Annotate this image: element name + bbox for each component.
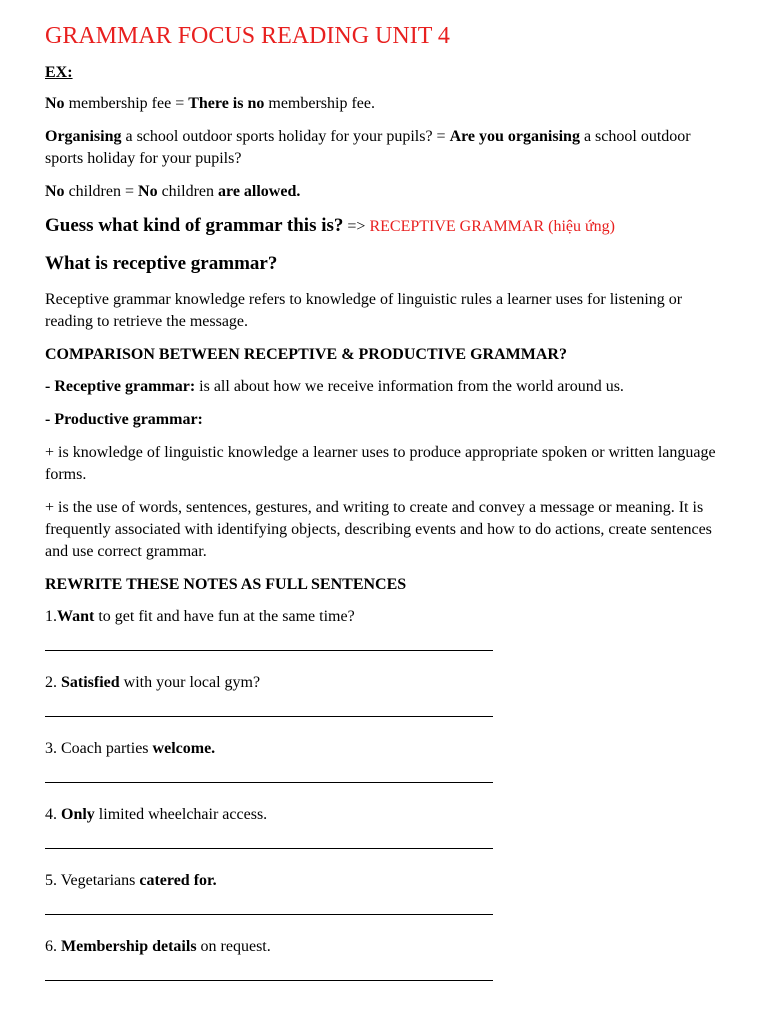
- receptive-point: - Receptive grammar: is all about how we receive information from the world around us.: [45, 378, 624, 395]
- receptive-definition: Receptive grammar knowledge refers to knowledge of linguistic rules a learner uses for listening or reading to retrieve the message.: [45, 291, 683, 330]
- ex-label: EX:: [45, 64, 73, 81]
- exercise-6: 6. Membership details on request.: [45, 938, 271, 955]
- productive-label: - Productive grammar:: [45, 411, 203, 428]
- exercise-5: 5. Vegetarians catered for.: [45, 872, 217, 889]
- rewrite-heading: REWRITE THESE NOTES AS FULL SENTENCES: [45, 576, 407, 593]
- example-3: No children = No children are allowed.: [45, 183, 301, 200]
- page-title: GRAMMAR FOCUS READING UNIT 4: [45, 23, 450, 49]
- productive-point-1: + is knowledge of linguistic knowledge a learner uses to produce appropriate spoken or written language forms.: [45, 444, 716, 483]
- productive-point-2: + is the use of words, sentences, gestures, and writing to create and convey a message or meaning. It is frequently associated with identifying objects, describing events and how to do actions, create sentences and use correct grammar.: [45, 499, 712, 560]
- answer-line-2[interactable]: [45, 716, 493, 717]
- comparison-heading: COMPARISON BETWEEN RECEPTIVE & PRODUCTIVE GRAMMAR?: [45, 346, 567, 363]
- answer-line-5[interactable]: [45, 914, 493, 915]
- answer-line-6[interactable]: [45, 980, 493, 981]
- answer-line-1[interactable]: [45, 650, 493, 651]
- exercise-4: 4. Only limited wheelchair access.: [45, 806, 268, 823]
- guess-question: Guess what kind of grammar this is? => RECEPTIVE GRAMMAR (hiệu ứng): [45, 215, 616, 236]
- example-2: Organising a school outdoor sports holiday for your pupils? = Are you organising a school outdoor sports holiday for your pupils?: [45, 128, 691, 167]
- guess-answer: RECEPTIVE GRAMMAR (hiệu ứng): [369, 218, 616, 235]
- exercise-1: 1.Want to get fit and have fun at the same time?: [45, 608, 355, 625]
- exercise-2: 2. Satisfied with your local gym?: [45, 674, 261, 691]
- answer-line-4[interactable]: [45, 848, 493, 849]
- answer-line-3[interactable]: [45, 782, 493, 783]
- exercise-3: 3. Coach parties welcome.: [45, 740, 216, 757]
- example-1: No membership fee = There is no membership fee.: [45, 95, 375, 112]
- receptive-heading: What is receptive grammar?: [45, 253, 278, 274]
